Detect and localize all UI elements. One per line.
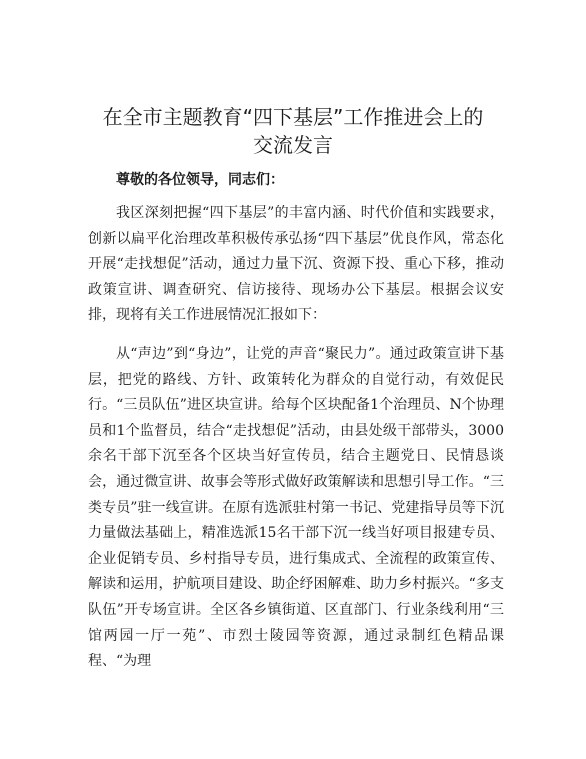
paragraph-intro: 我区深刻把握“四下基层”的丰富内涵、时代价值和实践要求，创新以扁平化治理改革积极传承弘扬“四下基层”优良作风，常态化开展“走找想促”活动，通过力量下沉、资源下投、重心下移，推动政策宣讲、调查研究、信访接待、现场办公下基层。根据会议安排，现将有关工作进展情况汇报如下：	[88, 205, 504, 324]
document-title-line-2: 交流发言	[253, 133, 333, 157]
paragraph-policy-outreach: 从“声边”到“身边”，让党的声音“聚民力”。通过政策宣讲下基层，把党的路线、方针、政策转化为群众的自觉行动，有效促民行。“三员队伍”进区块宣讲。给每个区块配备1个治理员、N个协理员和1个监督员，结合“走找想促”活动，由县处级干部带头，3000余名干部下沉至各个区块当好宣传员，结合主题党日、民情恳谈会，通过微宣讲、故事会等形式做好政策解读和思想引导工作。“三类专员”驻一线宣讲。在原有选派驻村第一书记、党建指导员等下沉力量做法基础上，精准选派15名干部下沉一线当好项目报建专员、企业促销专员、乡村指导专员，进行集成式、全流程的政策宣传、解读和运用，护航项目建设、助企纾困解难、助力乡村振兴。“多支队伍”开专场宣讲。全区各乡镇街道、区直部门、行业条线利用“三馆两园一厅一苑”、市烈士陵园等资源，通过录制红色精品课程、“为理	[88, 346, 504, 670]
salutation: 尊敬的各位领导，同志们：	[116, 172, 284, 188]
document-title-line-1: 在全市主题教育“四下基层”工作推进会上的	[102, 105, 484, 129]
